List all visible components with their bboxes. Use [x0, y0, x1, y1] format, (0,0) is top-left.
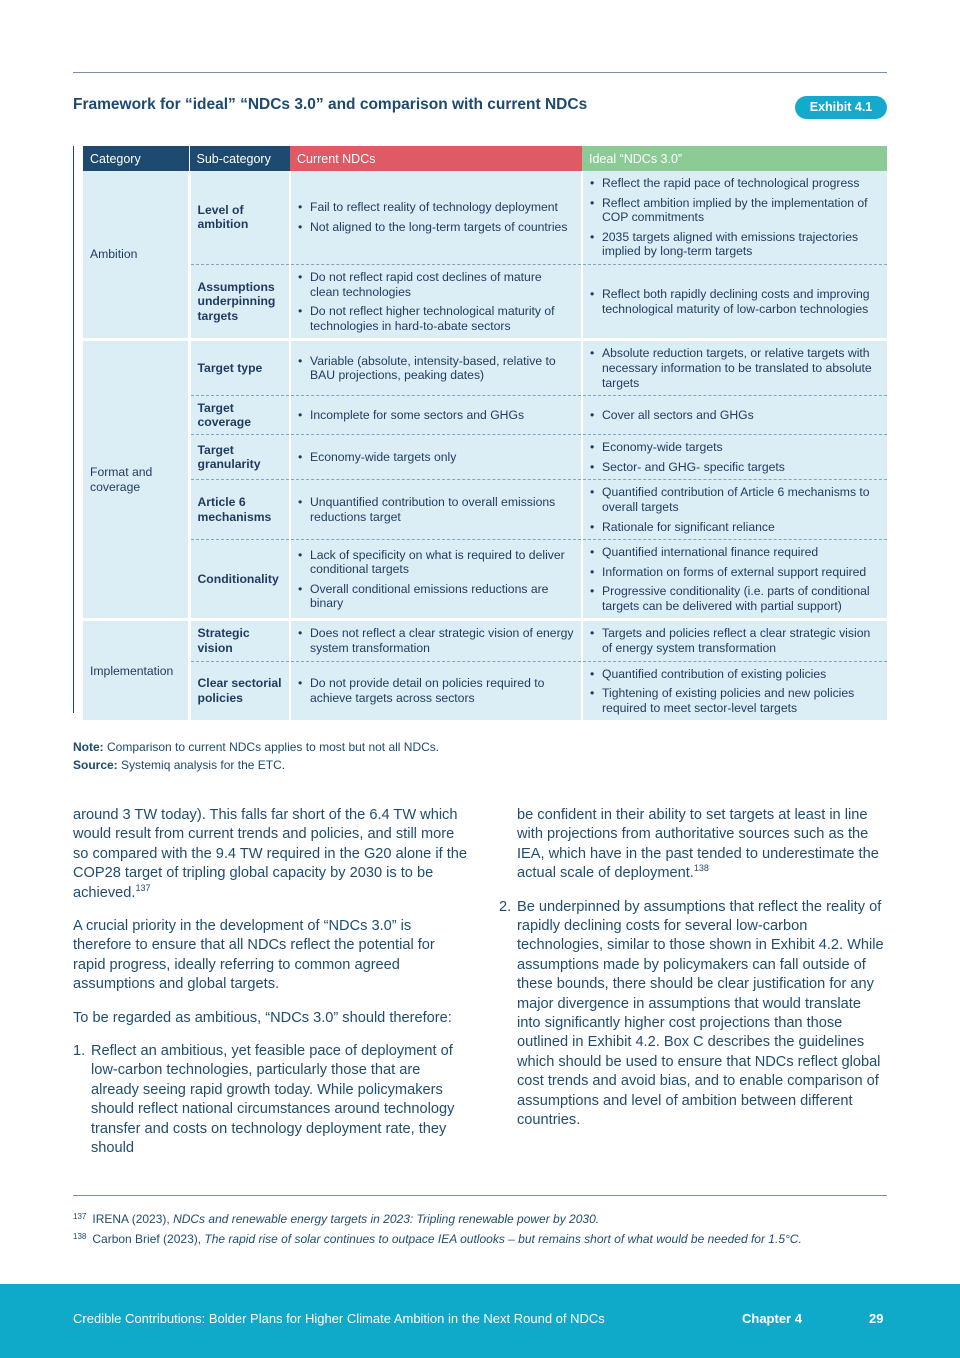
bullet-item: • Do not reflect rapid cost declines of mature clean technologies: [298, 270, 574, 299]
source-text: Systemiq analysis for the ETC.: [121, 757, 286, 772]
table-row: [83, 171, 887, 264]
current-ndcs-cell: [290, 171, 582, 264]
subcategory-cell: Clear sectorial policies: [189, 661, 290, 722]
bullet-item: • Fail to reflect reality of technology deployment: [298, 200, 574, 215]
list-text-1: Reflect an ambitious, yet feasible pace of deployment of low-carbon technologies, particularly those that are already seeing rapid growth today. While policymakers should reflect national circumstances around technology transfer and costs on technology deployment rate, they should: [91, 1043, 455, 1157]
source-label: Source:: [73, 757, 118, 772]
exhibit-badge: Exhibit 4.1: [795, 96, 887, 119]
bullet-list: [590, 626, 880, 655]
ambition-list-right: [499, 898, 884, 1131]
bullet-list: [590, 176, 880, 259]
table-row: [83, 480, 887, 540]
current-ndcs-cell: [290, 620, 582, 661]
bullet-item: • Unquantified contribution to overall emissions reductions target: [298, 495, 574, 524]
bullet-item: • Cover all sectors and GHGs: [590, 408, 880, 423]
bullet-item: • 2035 targets aligned with emissions trajectories implied by long-term targets: [590, 230, 880, 259]
table-header-row: [83, 146, 887, 171]
bullet-list: [590, 667, 880, 716]
table-row: [83, 620, 887, 661]
list-number-2: 2.: [499, 898, 512, 915]
subcategory-cell: Target granularity: [189, 435, 290, 480]
bullet-item: • Reflect both rapidly declining costs and improving technological maturity of low-carbon technologies: [590, 287, 880, 316]
ideal-ndcs-cell: [582, 396, 887, 435]
right-paragraph-1-text: be confident in their ability to set targets at least in line with projections from authoritative sources such as the IEA, which have in the past tended to underestimate the actual scale of deployment.: [517, 807, 879, 882]
ideal-ndcs-cell: [582, 480, 887, 540]
bullet-item: • Do not provide detail on policies required to achieve targets across sectors: [298, 676, 574, 705]
subcategory-cell: Strategic vision: [189, 620, 290, 661]
category-cell: Implementation: [83, 620, 189, 722]
left-paragraph-1: [73, 806, 468, 903]
bullet-item: • Reflect ambition implied by the implementation of COP commitments: [590, 196, 880, 225]
ideal-ndcs-cell: [582, 171, 887, 264]
subcategory-cell: Conditionality: [189, 540, 290, 620]
subcategory-cell: Level of ambition: [189, 171, 290, 264]
current-ndcs-cell: [290, 396, 582, 435]
bullet-list: [590, 440, 880, 474]
bullet-item: • Incomplete for some sectors and GHGs: [298, 408, 574, 423]
bullet-list: [298, 495, 574, 524]
bullet-item: • Information on forms of external support required: [590, 565, 880, 580]
bullet-list: [590, 408, 880, 423]
bullet-list: [298, 270, 574, 333]
note-text: Comparison to current NDCs applies to most but not all NDCs.: [107, 740, 440, 754]
footnote-rule: [73, 1195, 887, 1196]
header-subcategory: Sub-category: [189, 146, 290, 171]
right-column: [499, 806, 884, 1145]
ideal-ndcs-cell: [582, 264, 887, 339]
current-ndcs-cell: [290, 340, 582, 396]
current-ndcs-cell: [290, 435, 582, 480]
footnote-138: [73, 1232, 802, 1246]
bullet-item: • Lack of specificity on what is required to deliver conditional targets: [298, 548, 574, 577]
table-row: [83, 264, 887, 339]
exhibit-title: Framework for “ideal” “NDCs 3.0” and comparison with current NDCs: [73, 96, 588, 113]
current-ndcs-cell: [290, 264, 582, 339]
ideal-ndcs-cell: [582, 661, 887, 722]
bullet-item: • Not aligned to the long-term targets of countries: [298, 220, 574, 235]
left-paragraph-2: A crucial priority in the development of “NDCs 3.0” is therefore to ensure that all NDCs reflect the potential for rapid progress, ideally referring to common agreed assumptions and global targets.: [73, 918, 435, 993]
current-ndcs-cell: [290, 540, 582, 620]
bullet-list: [298, 408, 574, 423]
subcategory-cell: Assumptions underpinning targets: [189, 264, 290, 339]
table-left-line: [73, 146, 74, 713]
current-ndcs-cell: [290, 480, 582, 540]
ref-137: 137: [135, 882, 151, 893]
bullet-item: • Reflect the rapid pace of technological progress: [590, 176, 880, 191]
table-row: [83, 540, 887, 620]
bullet-item: • Does not reflect a clear strategic vision of energy system transformation: [298, 626, 574, 655]
footer-title: Credible Contributions: Bolder Plans for Higher Climate Ambition in the Next Round of NDCs: [73, 1311, 605, 1326]
bullet-item: • Quantified international finance required: [590, 545, 880, 560]
left-paragraph-3: To be regarded as ambitious, “NDCs 3.0” should therefore:: [73, 1009, 452, 1026]
left-column: [73, 806, 468, 1173]
list-number-1: 1.: [73, 1043, 86, 1060]
header-category: Category: [83, 146, 189, 171]
bullet-item: • Economy-wide targets: [590, 440, 880, 455]
note-block: [73, 739, 439, 774]
bullet-item: • Sector- and GHG- specific targets: [590, 460, 880, 475]
bullet-item: • Quantified contribution of Article 6 mechanisms to overall targets: [590, 485, 880, 514]
table-row: [83, 340, 887, 396]
bullet-list: [298, 548, 574, 611]
footnote-number: 138: [73, 1232, 87, 1241]
bullet-list: [298, 450, 574, 465]
bullet-list: [298, 626, 574, 655]
footer-chapter: Chapter 4: [742, 1311, 802, 1326]
right-paragraph-1: [499, 806, 884, 884]
list-item-2: [499, 898, 884, 1131]
bullet-list: [590, 287, 880, 316]
footnote-title: NDCs and renewable energy targets in 2023: Tripling renewable power by 2030.: [173, 1212, 600, 1226]
bullet-list: [590, 485, 880, 534]
footnote-source: Carbon Brief (2023),: [92, 1232, 205, 1246]
table-body: [83, 171, 887, 722]
category-cell: Format and coverage: [83, 340, 189, 620]
header-current-ndcs: Current NDCs: [290, 146, 582, 171]
page-footer: [0, 1284, 960, 1358]
ideal-ndcs-cell: [582, 540, 887, 620]
bullet-list: [590, 346, 880, 390]
footnote-137: [73, 1212, 599, 1226]
header-ideal-ndcs: Ideal “NDCs 3.0”: [582, 146, 887, 171]
subcategory-cell: Target type: [189, 340, 290, 396]
footnote-number: 137: [73, 1212, 87, 1221]
bullet-item: • Absolute reduction targets, or relative targets with necessary information to be translated to absolute targets: [590, 346, 880, 390]
framework-table: [83, 146, 887, 723]
bullet-list: [298, 676, 574, 705]
category-cell: Ambition: [83, 171, 189, 340]
page-number: 29: [869, 1311, 884, 1326]
ambition-list-left: [73, 1042, 468, 1158]
ideal-ndcs-cell: [582, 435, 887, 480]
bullet-item: • Rationale for significant reliance: [590, 520, 880, 535]
table-row: [83, 435, 887, 480]
bullet-item: • Do not reflect higher technological maturity of technologies in hard-to-abate sectors: [298, 304, 574, 333]
table-row: [83, 661, 887, 722]
list-item-1: [73, 1042, 468, 1158]
bullet-list: [298, 354, 574, 383]
list-text-2: Be underpinned by assumptions that reflect the reality of rapidly declining costs for several low-carbon technologies, similar to those shown in Exhibit 4.2. While assumptions made by policymakers can fall outside of these bounds, there should be clear justification for any major divergence in assumptions that would translate into significantly higher cost projections than those outlined in Exhibit 4.2. Box C describes the guidelines which should be used to ensure that NDCs reflect global cost trends and avoid bias, and to enable comparison of assumptions and level of ambition between different countries.: [517, 898, 884, 1129]
subcategory-cell: Article 6 mechanisms: [189, 480, 290, 540]
top-rule: [73, 72, 887, 73]
footnote-title: The rapid rise of solar continues to outpace IEA outlooks – but remains short of what would be needed for 1.5°C.: [204, 1232, 802, 1246]
subcategory-cell: Target coverage: [189, 396, 290, 435]
bullet-item: • Progressive conditionality (i.e. parts of conditional targets can be delivered with partial support): [590, 584, 880, 613]
left-paragraph-1-text: around 3 TW today). This falls far short of the 6.4 TW which would result from current trends and policies, and still more so compared with the 9.4 TW required in the G20 alone if the COP28 target of tripling global capacity by 2030 is to be achieved.: [73, 807, 467, 901]
bullet-item: • Targets and policies reflect a clear strategic vision of energy system transformation: [590, 626, 880, 655]
ideal-ndcs-cell: [582, 620, 887, 661]
current-ndcs-cell: [290, 661, 582, 722]
bullet-item: • Variable (absolute, intensity-based, relative to BAU projections, peaking dates): [298, 354, 574, 383]
bullet-item: • Overall conditional emissions reductions are binary: [298, 582, 574, 611]
bullet-list: [298, 200, 574, 234]
bullet-item: • Tightening of existing policies and new policies required to meet sector-level targets: [590, 686, 880, 715]
ref-138: 138: [693, 863, 709, 874]
table-row: [83, 396, 887, 435]
footnote-source: IRENA (2023),: [92, 1212, 174, 1226]
note-label: Note:: [73, 740, 104, 754]
ideal-ndcs-cell: [582, 340, 887, 396]
bullet-list: [590, 545, 880, 613]
bullet-item: • Economy-wide targets only: [298, 450, 574, 465]
bullet-item: • Quantified contribution of existing policies: [590, 667, 880, 682]
